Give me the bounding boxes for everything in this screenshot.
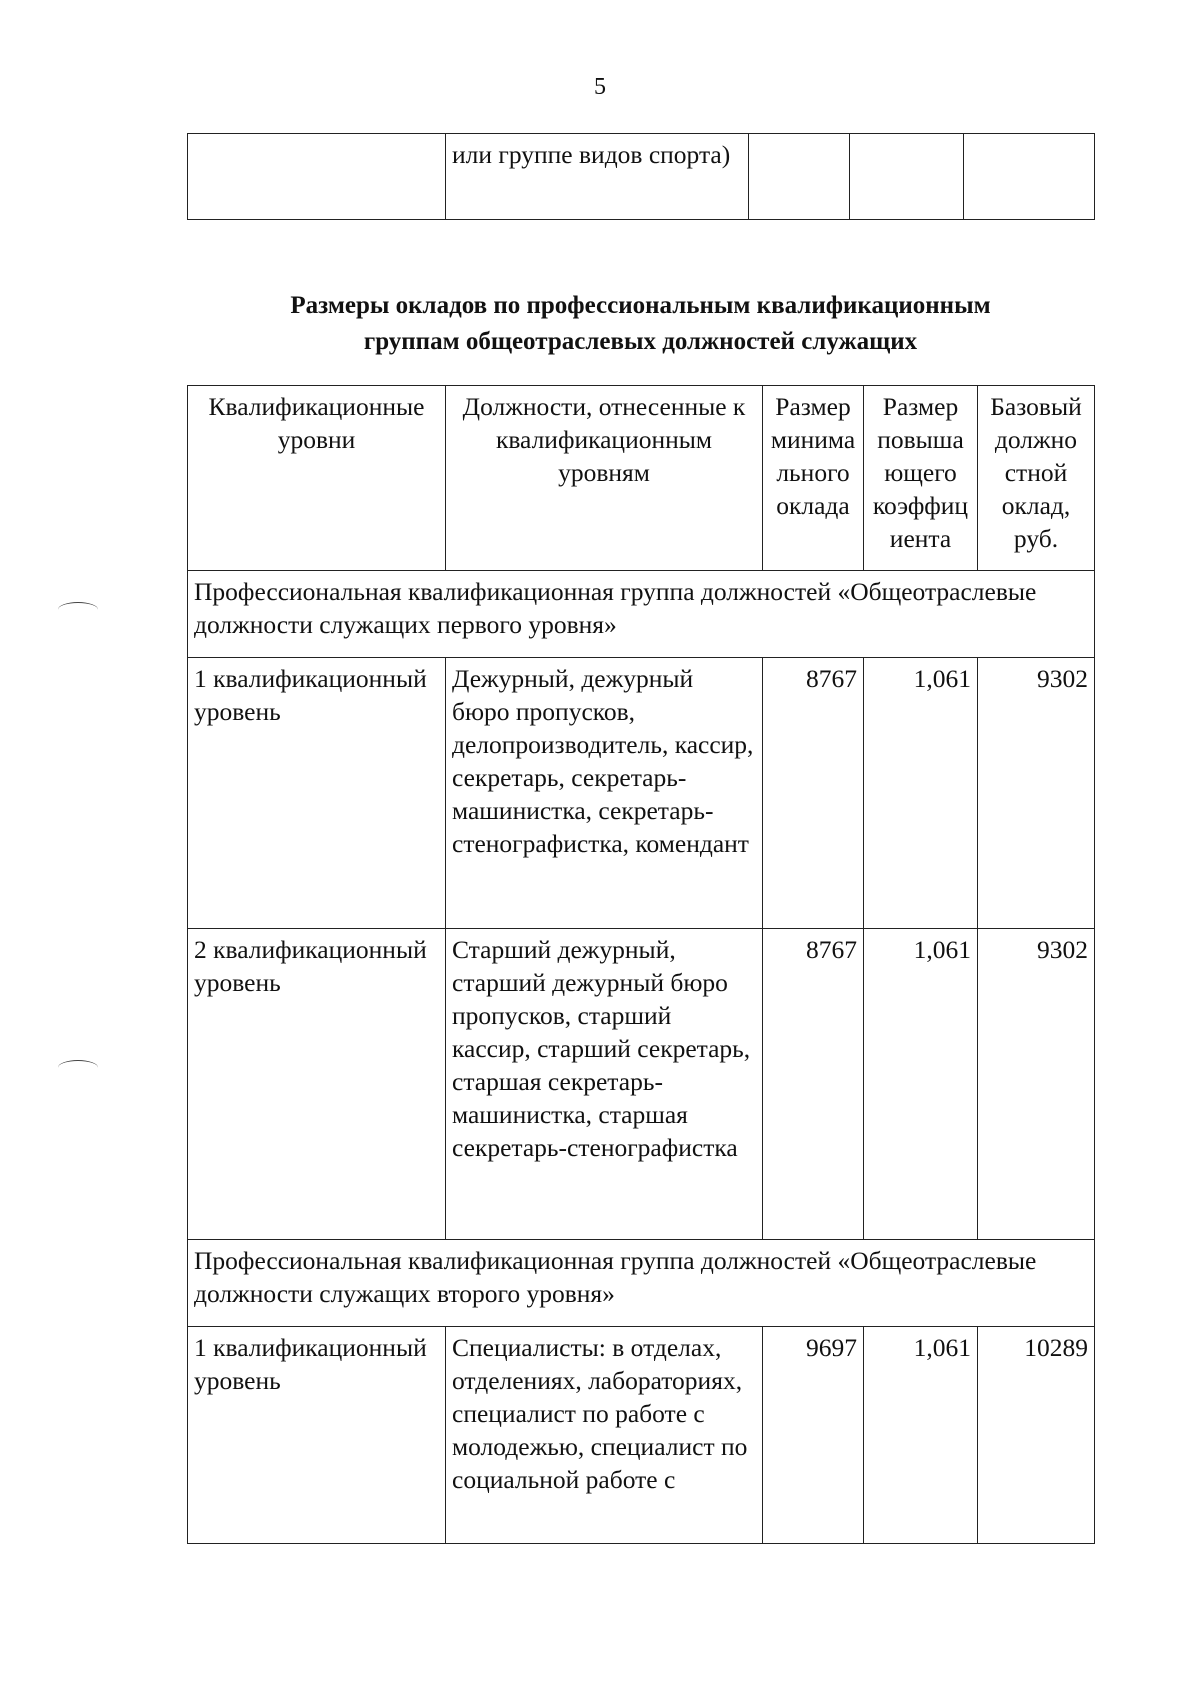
table-row: [188, 929, 1095, 1240]
table-cell: или группе видов спорта): [446, 134, 749, 220]
level-cell: 1 квалификационный уровень: [188, 658, 446, 929]
group-row: [188, 571, 1095, 658]
header-level: Квалификационные уровни: [188, 386, 446, 571]
table-cell: [749, 134, 850, 220]
base-salary-cell: 10289: [978, 1327, 1095, 1544]
continuation-table: [187, 133, 1095, 220]
page-number: 5: [594, 74, 606, 100]
table-cell: [188, 134, 446, 220]
coefficient-cell: 1,061: [864, 929, 978, 1240]
base-salary-cell: 9302: [978, 929, 1095, 1240]
min-salary-cell: 9697: [763, 1327, 864, 1544]
group-row: [188, 1240, 1095, 1327]
level-cell: 2 квалификационный уровень: [188, 929, 446, 1240]
coefficient-cell: 1,061: [864, 658, 978, 929]
salary-table: [187, 385, 1095, 1544]
header-min-salary: Размер минима льного оклада: [763, 386, 864, 571]
coefficient-cell: 1,061: [864, 1327, 978, 1544]
group-title: Профессиональная квалификационная группа должностей «Общеотраслевые должности служащих второго уровня»: [188, 1240, 1095, 1327]
group-title: Профессиональная квалификационная группа должностей «Общеотраслевые должности служащих первого уровня»: [188, 571, 1095, 658]
positions-cell: Старший дежурный, старший дежурный бюро пропусков, старший кассир, старший секретарь, старшая секретарь-машинистка, старшая секретарь-стенографистка: [446, 929, 763, 1240]
min-salary-cell: 8767: [763, 658, 864, 929]
scan-mark: [58, 1060, 98, 1075]
table-row: [188, 1327, 1095, 1544]
base-salary-cell: 9302: [978, 658, 1095, 929]
table-row: [188, 658, 1095, 929]
positions-cell: Дежурный, дежурный бюро пропусков, делопроизводитель, кассир, секретарь, секретарь-машинистка, секретарь-стенографистка, комендант: [446, 658, 763, 929]
section-title-line: группам общеотраслевых должностей служащих: [363, 328, 918, 355]
header-base-salary: Базовый должно стной оклад, руб.: [978, 386, 1095, 571]
scan-mark: [58, 602, 98, 617]
level-cell: 1 квалификационный уровень: [188, 1327, 446, 1544]
table-row: [188, 134, 1095, 220]
min-salary-cell: 8767: [763, 929, 864, 1240]
header-positions: Должности, отнесенные к квалификационным уровням: [446, 386, 763, 571]
header-coefficient: Размер повыша ющего коэффиц иента: [864, 386, 978, 571]
table-header-row: [188, 386, 1095, 571]
table-cell: [964, 134, 1095, 220]
positions-cell: Специалисты: в отделах, отделениях, лабораториях, специалист по работе с молодежью, специалист по социальной работе с: [446, 1327, 763, 1544]
section-title: [187, 288, 1094, 360]
section-title-line: Размеры окладов по профессиональным квалификационным: [290, 292, 991, 319]
table-cell: [850, 134, 964, 220]
